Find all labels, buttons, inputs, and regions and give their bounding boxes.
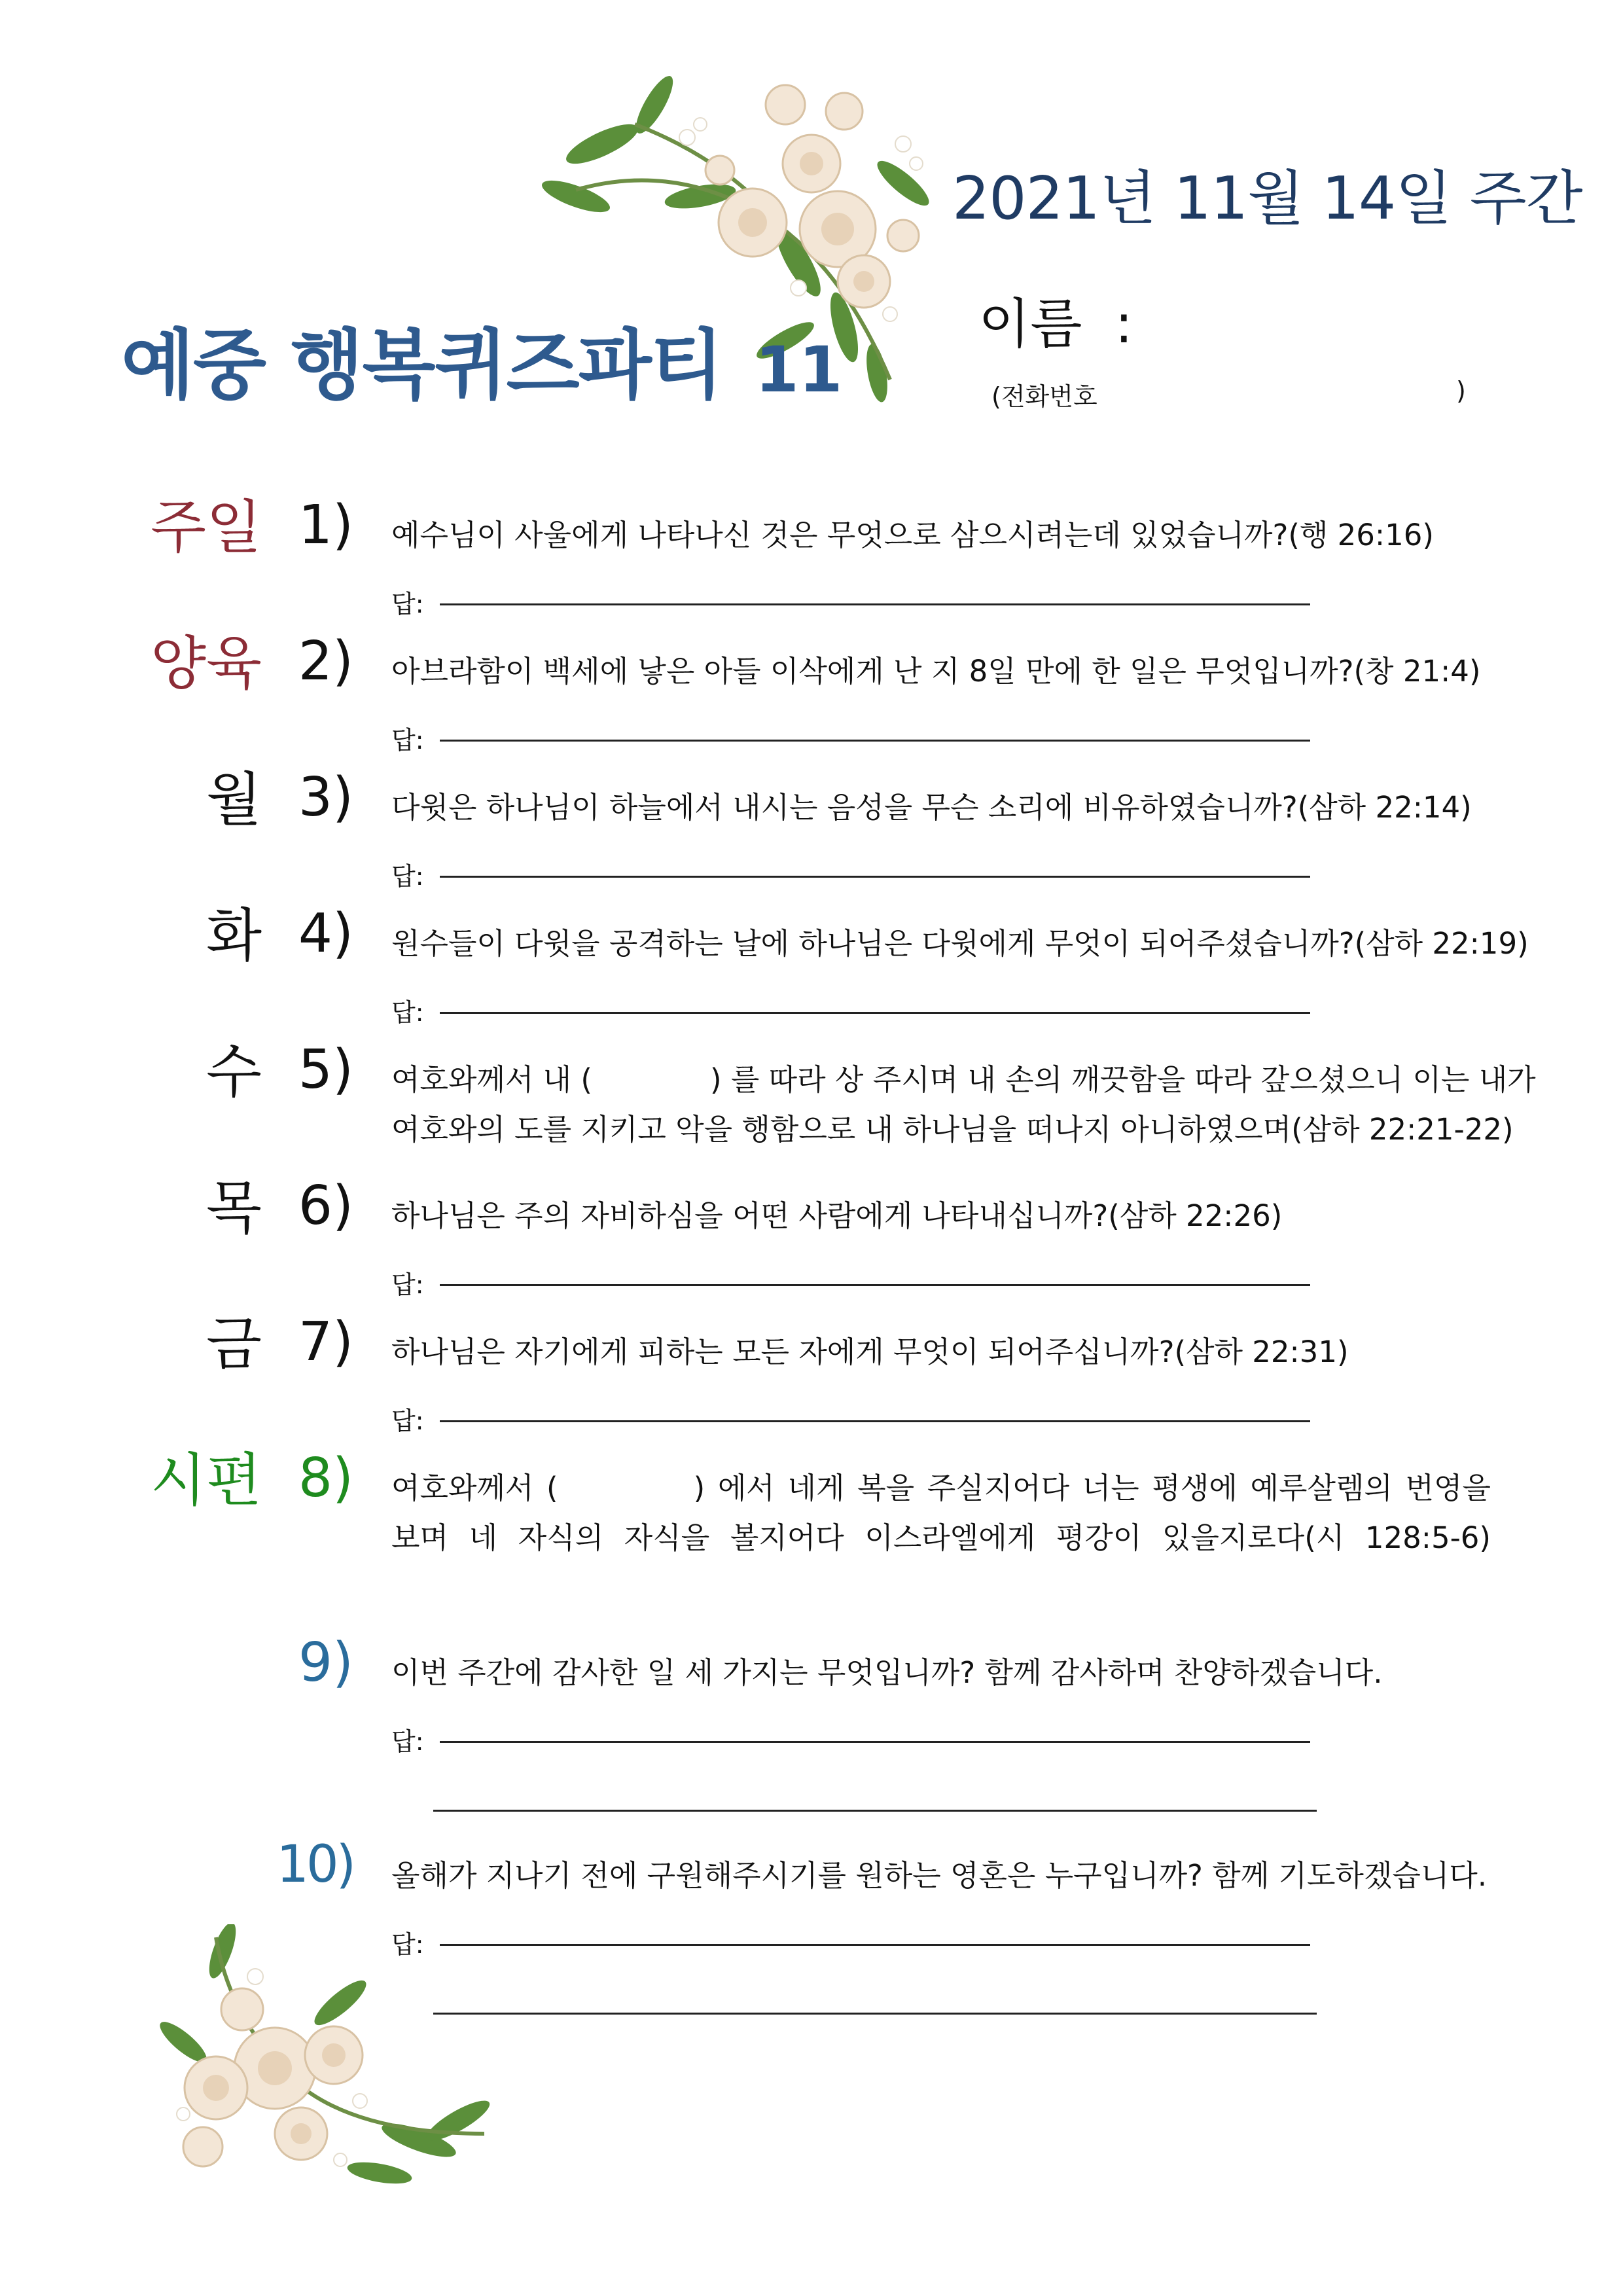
- question-number: 1): [298, 494, 353, 556]
- question-text: [391, 1463, 1491, 1563]
- answer-label: 답:: [391, 1727, 424, 1756]
- question-text: 하나님은 주의 자비하심을 어떤 사람에게 나타내십니까?(삼하 22:26): [391, 1198, 1283, 1233]
- day-label: 목: [205, 1174, 262, 1242]
- answer-line[interactable]: [440, 876, 1310, 878]
- day-label: 월: [205, 766, 262, 833]
- week-date: 2021년 11월 14일 주간: [952, 164, 1582, 233]
- answer-line[interactable]: [440, 1944, 1310, 1946]
- question-text-line-1: 여호와께서 내 ( ) 를 따라 상 주시며 내 손의 깨끗함을 따라 갚으셨으니 이는 내가: [391, 1062, 1536, 1097]
- question-text: [391, 1055, 1536, 1155]
- answer-label: 답:: [391, 1930, 424, 1959]
- day-label: 수: [205, 1038, 262, 1105]
- answer-line[interactable]: [440, 740, 1310, 742]
- answer-label: 답:: [391, 726, 424, 755]
- answer-line[interactable]: [440, 1420, 1310, 1422]
- answer-label: 답:: [391, 998, 424, 1027]
- day-label: 양육: [150, 630, 262, 697]
- question-number: 10): [276, 1835, 353, 1894]
- title-number: 11: [755, 333, 843, 406]
- question-number: 6): [298, 1175, 353, 1237]
- question-number: 4): [298, 903, 353, 965]
- answer-line[interactable]: [440, 1012, 1310, 1014]
- question-number: 3): [298, 766, 353, 829]
- question-text: 하나님은 자기에게 피하는 모든 자에게 무엇이 되어주십니까?(삼하 22:31): [391, 1335, 1349, 1369]
- question-text-line-2: 보며 네 자식의 자식을 볼지어다 이스라엘에게 평강이 있을지로다(시 128:5-6): [391, 1520, 1491, 1555]
- answer-line[interactable]: [440, 603, 1310, 605]
- title-text: 예중 행복퀴즈파티: [121, 321, 722, 410]
- question-text: 아브라함이 백세에 낳은 아들 이삭에게 난 지 8일 만에 한 일은 무엇입니까?(창 21:4): [391, 654, 1481, 689]
- phone-field[interactable]: [991, 376, 1466, 412]
- question-text: 원수들이 다윗을 공격하는 날에 하나님은 다윗에게 무엇이 되어주셨습니까?(삼하 22:19): [391, 926, 1529, 961]
- page-title: [121, 304, 842, 414]
- answer-line-extra[interactable]: [433, 1810, 1317, 1812]
- question-number: 8): [298, 1447, 353, 1509]
- question-number: 5): [298, 1039, 353, 1101]
- name-colon: :: [1115, 293, 1133, 355]
- answer-label: 답:: [391, 1407, 424, 1435]
- phone-label: (전화번호: [991, 382, 1097, 411]
- question-text: 올해가 지나기 전에 구원해주시기를 원하는 영혼은 누구입니까? 함께 기도하겠습니다.: [391, 1858, 1488, 1893]
- question-number: 9): [298, 1632, 353, 1694]
- answer-line[interactable]: [440, 1741, 1310, 1743]
- question-text: 예수님이 사울에게 나타나신 것은 무엇으로 삼으시려는데 있었습니까?(행 26:16): [391, 518, 1434, 552]
- question-text-line-1: 여호와께서 ( ) 에서 네게 복을 주실지어다 너는 평생에 예루살렘의 번영을: [391, 1471, 1491, 1505]
- question-text-line-2: 여호와의 도를 지키고 악을 행함으로 내 하나님을 떠나지 아니하였으며(삼하 22:21-22): [391, 1112, 1514, 1147]
- answer-line[interactable]: [440, 1284, 1310, 1286]
- question-number: 7): [298, 1311, 353, 1373]
- name-label: 이름: [978, 293, 1082, 355]
- day-label: 화: [205, 902, 262, 969]
- day-label: 시편: [150, 1446, 262, 1514]
- answer-label: 답:: [391, 590, 424, 619]
- name-field[interactable]: [978, 281, 1133, 358]
- answer-line-extra[interactable]: [433, 2013, 1317, 2015]
- answer-label: 답:: [391, 1270, 424, 1299]
- flower-decoration-bottom: [144, 1924, 510, 2199]
- day-label: 금: [205, 1310, 262, 1378]
- day-label: 주일: [150, 493, 262, 561]
- question-text: 이번 주간에 감사한 일 세 가지는 무엇입니까? 함께 감사하며 찬양하겠습니다.: [391, 1655, 1383, 1690]
- answer-label: 답:: [391, 862, 424, 891]
- question-text: 다윗은 하나님이 하늘에서 내시는 음성을 무슨 소리에 비유하였습니까?(삼하 22:14): [391, 790, 1472, 825]
- question-number: 2): [298, 630, 353, 692]
- phone-close-paren: ): [1456, 376, 1466, 405]
